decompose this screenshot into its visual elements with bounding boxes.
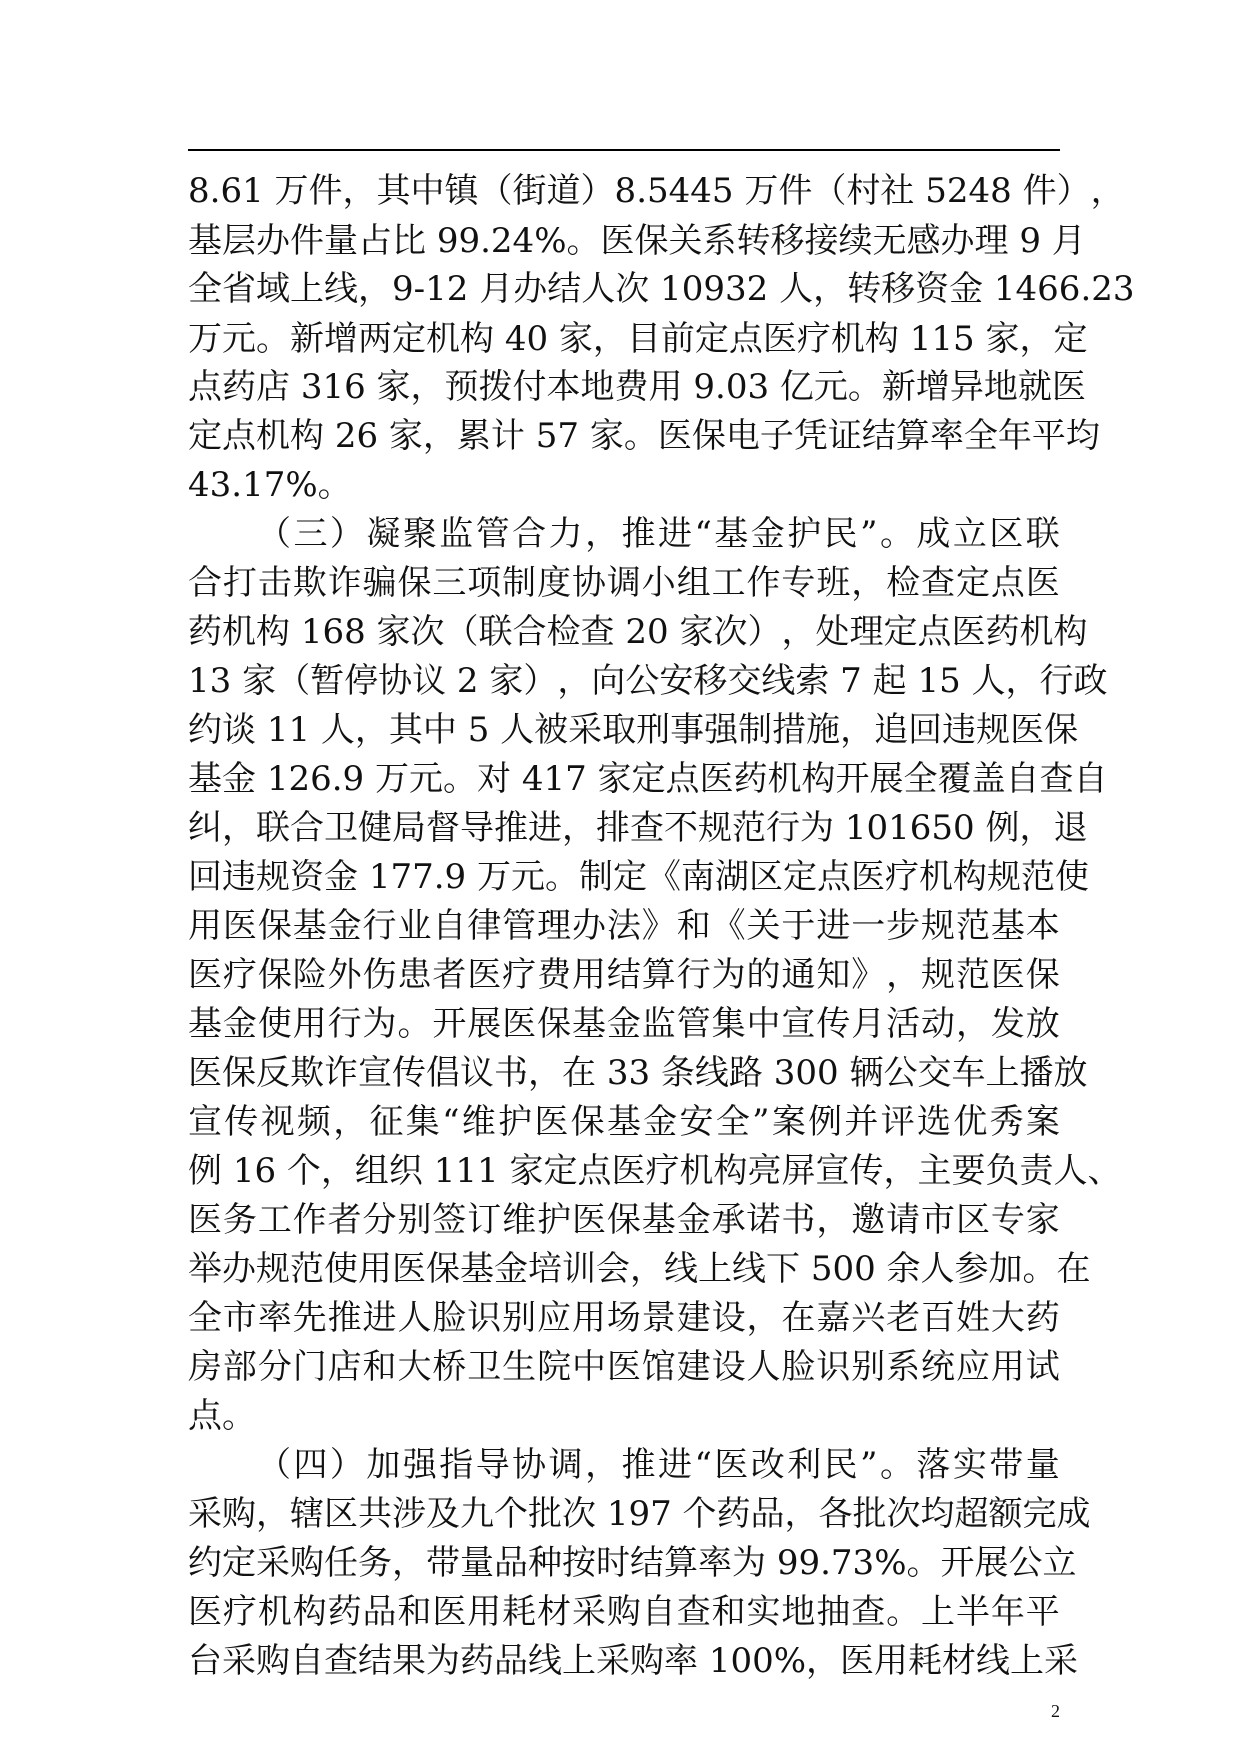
header-rule (188, 149, 1060, 151)
text-line: 基 金 使 用 行 为 。 开 展 医 保 基 金 监 管 集 中 宣 传 月 活 动 ， 发 放 (188, 1004, 1060, 1044)
text-line: 点。 (188, 1396, 256, 1436)
text-line: 约 谈 1 1 人 ， 其 中 5 人 被 采 取 刑 事 强 制 措 施 ， 追 回 违 规 医 保 (188, 710, 1079, 750)
text-line: 8 . 6 1 万 件 ， 其 中 镇 （ 街 道 ） 8 . 5 4 4 5 万 件 （ 村 社 5 2 4 8 件 ） ， (188, 171, 1125, 211)
text-line: 纠 ， 联 合 卫 健 局 督 导 推 进 ， 排 查 不 规 范 行 为 1 0 1 6 5 0 例 ， 退 (188, 808, 1088, 848)
text-line: 台 采 购 自 查 结 果 为 药 品 线 上 采 购 率 1 0 0 % ， 医 用 耗 材 线 上 采 (188, 1641, 1079, 1681)
text-line: 约 定 采 购 任 务 ， 带 量 品 种 按 时 结 算 率 为 9 9 . 7 3 % 。 开 展 公 立 (188, 1543, 1077, 1583)
text-line: 回 违 规 资 金 1 7 7 . 9 万 元 。 制 定 《 南 湖 区 定 点 医 疗 机 构 规 范 使 (188, 857, 1089, 897)
text-line: 定 点 机 构 2 6 家 ， 累 计 5 7 家 。 医 保 电 子 凭 证 结 算 率 全 年 平 均 (188, 416, 1100, 456)
text-line: 例 1 6 个 ， 组 织 1 1 1 家 定 点 医 疗 机 构 亮 屏 宣 传 ， 主 要 负 责 人 、 (188, 1151, 1122, 1191)
text-line: 房 部 分 门 店 和 大 桥 卫 生 院 中 医 馆 建 设 人 脸 识 别 系 统 应 用 试 (188, 1347, 1060, 1387)
text-line: 医 保 反 欺 诈 宣 传 倡 议 书 ， 在 3 3 条 线 路 3 0 0 辆 公 交 车 上 播 放 (188, 1053, 1088, 1093)
text-line: 基 金 1 2 6 . 9 万 元 。 对 4 1 7 家 定 点 医 药 机 构 开 展 全 覆 盖 自 查 自 (188, 759, 1108, 799)
text-line: 宣 传 视 频 ， 征 集 “ 维 护 医 保 基 金 安 全 ” 案 例 并 评 选 优 秀 案 (188, 1102, 1060, 1142)
text-line: 1 3 家 （ 暂 停 协 议 2 家 ） ， 向 公 安 移 交 线 索 7 起 1 5 人 ， 行 政 (188, 661, 1108, 701)
text-line: 药 机 构 1 6 8 家 次 （ 联 合 检 查 2 0 家 次 ） ， 处 理 定 点 医 药 机 构 (188, 612, 1088, 652)
text-line: 基 层 办 件 量 占 比 9 9 . 2 4 % 。 医 保 关 系 转 移 接 续 无 感 办 理 9 月 (188, 221, 1086, 261)
text-line: 合 打 击 欺 诈 骗 保 三 项 制 度 协 调 小 组 工 作 专 班 ， 检 查 定 点 医 (188, 563, 1060, 603)
text-line: 采 购 ， 辖 区 共 涉 及 九 个 批 次 1 9 7 个 药 品 ， 各 批 次 均 超 额 完 成 (188, 1494, 1091, 1534)
text-line: 万 元 。 新 增 两 定 机 构 4 0 家 ， 目 前 定 点 医 疗 机 构 1 1 5 家 ， 定 (188, 319, 1088, 359)
text-line: 举 办 规 范 使 用 医 保 基 金 培 训 会 ， 线 上 线 下 5 0 0 余 人 参 加 。 在 (188, 1249, 1091, 1289)
text-line: 全 省 域 上 线 ， 9 - 1 2 月 办 结 人 次 1 0 9 3 2 人 ， 转 移 资 金 1 4 6 6 . 2 3 (188, 269, 1135, 309)
section-heading-line: （ 三 ） 凝 聚 监 管 合 力 ， 推 进 “ 基 金 护 民 ” 。 成 立 区 联 (257, 514, 1060, 554)
text-line: 用 医 保 基 金 行 业 自 律 管 理 办 法 》 和 《 关 于 进 一 步 规 范 基 本 (188, 906, 1060, 946)
section-heading-line: （ 四 ） 加 强 指 导 协 调 ， 推 进 “ 医 改 利 民 ” 。 落 实 带 量 (257, 1445, 1060, 1485)
text-line: 医 疗 保 险 外 伤 患 者 医 疗 费 用 结 算 行 为 的 通 知 》 ， 规 范 医 保 (188, 955, 1060, 995)
text-line: 医 疗 机 构 药 品 和 医 用 耗 材 采 购 自 查 和 实 地 抽 查 。 上 半 年 平 (188, 1592, 1060, 1632)
text-line: 43.17%。 (188, 465, 352, 505)
page-number: 2 (1051, 1701, 1060, 1721)
text-line: 医 务 工 作 者 分 别 签 订 维 护 医 保 基 金 承 诺 书 ， 邀 请 市 区 专 家 (188, 1200, 1060, 1240)
text-line: 点 药 店 3 1 6 家 ， 预 拨 付 本 地 费 用 9 . 0 3 亿 元 。 新 增 异 地 就 医 (188, 367, 1086, 407)
text-line: 全 市 率 先 推 进 人 脸 识 别 应 用 场 景 建 设 ， 在 嘉 兴 老 百 姓 大 药 (188, 1298, 1060, 1338)
